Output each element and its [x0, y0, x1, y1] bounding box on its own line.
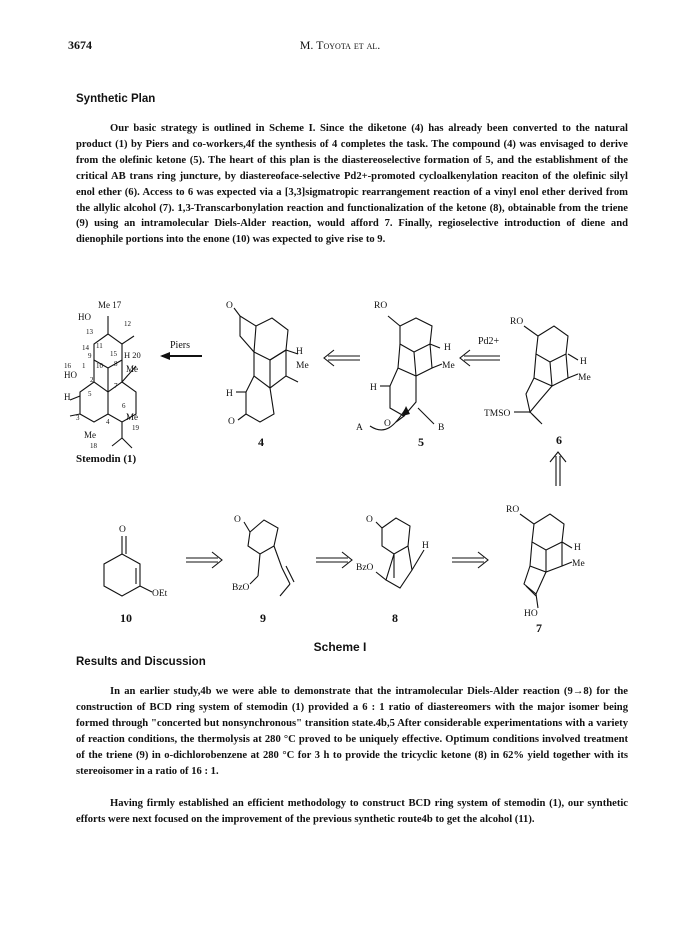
c10-label-oet: OEt — [152, 589, 168, 599]
label-6: 6 — [122, 402, 126, 410]
c9-label-o: O — [234, 515, 241, 525]
label-ho-top: HO — [78, 312, 91, 322]
c5-label-me: Me — [442, 361, 455, 371]
compound-5-number: 5 — [418, 435, 424, 449]
c5-label-a: A — [356, 423, 363, 433]
section-heading-synthetic-plan: Synthetic Plan — [76, 93, 156, 105]
c5-label-o: O — [384, 419, 391, 429]
label-ho-left: HO — [64, 370, 77, 380]
compound-10-number: 10 — [120, 611, 132, 625]
label-1: 1 — [82, 362, 86, 370]
compound-8-structure — [376, 518, 424, 588]
scheme-figure — [60, 296, 640, 646]
label-8: 8 — [114, 360, 118, 368]
label-me-c10: Me — [126, 364, 138, 374]
arrow-label-pd: Pd2+ — [478, 336, 500, 347]
label-me-c4: Me — [126, 412, 138, 422]
page-number: 3674 — [68, 38, 92, 52]
label-3: 3 — [76, 414, 80, 422]
c7-label-h: H — [574, 543, 581, 553]
arrow-8-to-7 — [452, 552, 488, 568]
c9-label-bzo: BzO — [232, 583, 250, 593]
label-4: 4 — [106, 418, 110, 426]
c7-label-me: Me — [572, 559, 585, 569]
running-title: M. Toyota et al. — [299, 38, 381, 52]
arrow-9-to-8 — [316, 552, 352, 568]
c5-label-h-left: H — [370, 383, 377, 393]
c8-label-h: H — [422, 541, 429, 551]
label-h20: H 20 — [124, 350, 141, 360]
label-h-left: H — [64, 392, 71, 402]
label-me-b: Me — [84, 430, 96, 440]
c4-label-o-top: O — [226, 301, 233, 311]
label-5: 5 — [88, 390, 92, 398]
section-heading-results: Results and Discussion — [76, 656, 206, 668]
label-2: 2 — [90, 376, 94, 384]
c4-label-o-bottom: O — [228, 417, 235, 427]
arrow-6-to-5 — [460, 350, 500, 366]
c10-label-o: O — [119, 525, 126, 535]
compound-7-number: 7 — [536, 621, 542, 635]
paragraph-earlier-study — [76, 684, 628, 779]
paragraph-bcd-ring-text: Having firmly established an efficient methodology to construct BCD ring system of stemodin (1), our synthetic efforts were next focused on the improvement of the previous synthetic route4b to get the alcohol (11). — [76, 798, 628, 825]
c7-label-ho: HO — [524, 609, 538, 619]
arrow-7-to-6 — [550, 452, 566, 486]
label-11: 11 — [96, 342, 103, 350]
label-13: 13 — [86, 328, 93, 336]
scheme-title: Scheme I — [313, 640, 367, 654]
c6-label-tmso: TMSO — [484, 409, 511, 419]
paragraph-strategy-text: Our basic strategy is outlined in Scheme I. Since the diketone (4) has already been converted to the natural product (1) by Piers and co-workers,4f the synthesis of 4 completes the task. The compound (4) was envisaged to derive from the olefinic ketone (5). The heart of this plan is the diastereoselective formation of 5, and the establishment of the critical AB trans ring juncture, by diastereoface-selective Pd2+-promoted cycloalkenylation reaciton of the olefinic silyl enol ether (6). Access to 6 was expected via a [3,3]sigmatropic rearrangement reaction of a vinyl enol ether derived from the allylic alcohol (7). 1,3-Transcarbonylation reaction and functionalization of the ketone (8), obtainable from the triene (9) using an intramolecular Diels-Alder reaction, would afford 7. Finally, regioselective introduction of diene and dienophile portions into the enone (10) was expected to give rise to 9. — [76, 123, 628, 246]
compound-9-number: 9 — [260, 611, 266, 625]
label-18: 18 — [90, 442, 97, 450]
arrow-label-piers: Piers — [170, 340, 190, 351]
compound-5-structure — [380, 316, 442, 424]
compound-10-structure — [104, 536, 152, 596]
label-16: 16 — [64, 362, 71, 370]
c5-label-h: H — [444, 343, 451, 353]
c4-label-h: H — [296, 347, 303, 357]
compound-6-number: 6 — [556, 433, 562, 447]
c7-label-ro: RO — [506, 505, 520, 515]
paragraph-bcd-ring — [76, 796, 628, 828]
c5-label-b: B — [438, 423, 445, 433]
c6-label-ro: RO — [510, 317, 524, 327]
compound-4-structure — [234, 308, 298, 422]
paragraph-strategy — [76, 121, 628, 248]
compound-8-number: 8 — [392, 611, 398, 625]
label-12: 12 — [124, 320, 131, 328]
c8-label-bzo: BzO — [356, 563, 374, 573]
compound-9-structure — [244, 520, 294, 596]
arrow-10-to-9 — [186, 552, 222, 568]
arrow-5-to-4 — [324, 350, 360, 366]
label-7: 7 — [114, 382, 118, 390]
c4-label-me: Me — [296, 361, 309, 371]
label-14: 14 — [82, 344, 89, 352]
label-10: 10 — [96, 362, 103, 370]
label-19: 19 — [132, 424, 139, 432]
c6-label-me: Me — [578, 373, 591, 383]
scheme-drawing — [60, 296, 640, 646]
label-me17: Me 17 — [98, 300, 122, 310]
compound-7-structure — [520, 514, 572, 608]
stemodin-structure — [70, 316, 136, 448]
label-15: 15 — [110, 350, 117, 358]
c5-label-ro: RO — [374, 301, 388, 311]
compound-4-number: 4 — [258, 435, 264, 449]
label-9: 9 — [88, 352, 92, 360]
c6-label-h: H — [580, 357, 587, 367]
paragraph-earlier-study-text: In an earlier study,4b we were able to demonstrate that the intramolecular Diels-Alder reaction (9→8) for the construction of BCD ring system of stemodin (1) provided a 6 : 1 ratio of diastereomers with the major isomer being formed through "concerted but nonsynchronous" transition state.4b,5 After considerable experimentations with a variety of reaction conditions, the thermolysis at 280 °C proved to be uniquely effective. Optimum conditions involved treatment of the triene (9) in o-dichlorobenzene at 280 °C for 3 h to provide the tricyclic ketone (8) in 62% yield together with its stereoisomer in a ratio of 16 : 1. — [76, 686, 628, 777]
stemodin-label: Stemodin (1) — [76, 453, 137, 465]
compound-6-structure — [514, 326, 578, 424]
c8-label-o: O — [366, 515, 373, 525]
c4-label-h-left: H — [226, 389, 233, 399]
